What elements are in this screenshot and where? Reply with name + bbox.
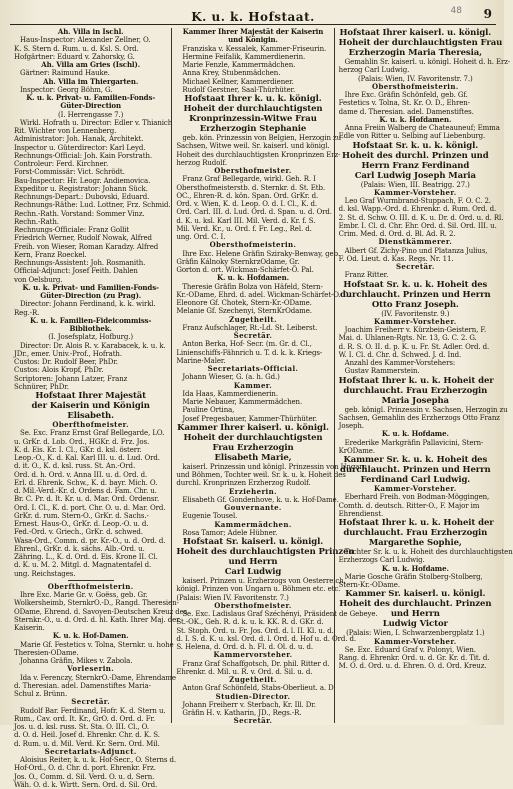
section-heading: K. u. k. Hofdamen. — [379, 114, 452, 124]
office-heading: Kammer. — [233, 380, 273, 390]
text-line: ODame, Ehrend. d. Savoyen-Deutschen Kreuz des — [14, 607, 188, 616]
entry-line: Gustav Rammerstein. — [344, 367, 420, 376]
text-line: Bau-Inspector: Hr. Leogr. Andiemovica. — [14, 176, 151, 185]
text-line: JDr., emer. Univ.-Prof., Hofrath. — [14, 349, 122, 358]
text-line: von Oelsburg. — [14, 275, 63, 284]
entry-line: Joachim Freiherr v. Kürzbein-Geistern, F. — [344, 326, 487, 334]
household-heading: Ludwig Victor — [382, 619, 448, 630]
entry-line: Marie Nebauer, Kammermädchen. — [182, 398, 303, 406]
office-heading: Secretariats-Official. — [207, 364, 299, 373]
section-heading: Ah. Villa in Ischl. — [57, 27, 124, 36]
entry-line: Josef Pregesbauer, Kammer-Thürhüter. — [182, 414, 318, 423]
text-line: Kern, Franz Roeckel. — [14, 250, 87, 259]
text-line: Kr.-ODame, Ehrd. d. adel. Wickman-Schärfet-O. D. — [176, 290, 351, 299]
household-heading: Ferdinand Carl Ludwig. — [360, 475, 471, 485]
text-line: F. Od. Lieut. d. Kas. Regs. Nr. 11. — [338, 254, 454, 263]
section-heading: Kammer Ihrer Majestät der Kaiserin — [182, 27, 324, 36]
text-line: ung. Ord. C. I. — [176, 233, 226, 241]
text-line: Marine-Maler. — [176, 356, 226, 365]
address-line: (IV. Favoritenstr. 9.) — [381, 309, 450, 318]
text-line: Forst-Commissär: Vict. Schrödt. — [14, 168, 125, 177]
household-heading: Erzherzogin Maria Theresia, — [348, 48, 482, 58]
address-line: (I. Herrengasse 7.) — [58, 110, 124, 119]
entry-line: Franz Ritter. — [344, 271, 389, 280]
office-heading: Oberfthofmeisterin. — [47, 581, 134, 591]
entry-line: Ihre Exc. Helene Gräfin Sziraky-Benway, geb. — [182, 249, 341, 258]
column-left — [10, 27, 188, 789]
text-line: Ernest. Haus-O., GrKr. d. Leop.-O. u. d. — [14, 520, 149, 528]
household-heading: Kammer Sr. kaiserl. u. königl. — [345, 589, 486, 600]
office-heading: Kammervorsteher. — [213, 650, 293, 660]
pencil-annotation: 48 — [450, 6, 462, 16]
text-line: Wolkersheimb, SternkrO.-D., Rangd. Theresien- — [14, 599, 179, 608]
office-heading: Obersthofmeisterin. — [371, 81, 459, 91]
office-heading: Gouvernante. — [224, 503, 282, 512]
text-line: herzog Rudolf. — [176, 158, 227, 167]
text-line: Custos: Dr. Rudolf Beer, PhDr. — [14, 358, 118, 366]
office-heading: Obersthofmeister. — [214, 166, 292, 175]
entry-line: Wirkl. Hofrath u. Director: Edler v. Thianich — [20, 118, 173, 127]
text-line: OC., Ehren-R. d. kön. Span. Ord. GrKr. d. — [176, 191, 319, 200]
entry-line: Franz Graf Schaffgotsch, Dr. phil. Ritter d. — [182, 659, 330, 668]
entry-line: Gräfin H. v. Katharin, JD., Regs.-R. — [182, 709, 302, 717]
text-line: Gräfin Kálnoky SternkrzOdame, Gr. — [176, 257, 300, 266]
section-heading: Bibliothek. — [69, 324, 112, 333]
text-line: Ord. d. h. Ord. v. Anna III. u. d. Ord. d. — [14, 470, 148, 479]
office-heading: Erzieherin. — [229, 486, 277, 496]
household-heading: Hofstaat Ihrer k. u. k. Hoheit der — [338, 375, 494, 386]
office-heading: Obersthofmeister. — [214, 600, 292, 610]
entry-line: Rosa Tamor; Adele Hübner. — [182, 528, 278, 537]
text-line: d. ksl. Wapp.-Ord. d. Ehrenkr. d. Rum. Ord. d. — [338, 205, 497, 214]
entry-line: kaiserl. Prinzen u. Erzherzogs von Oesterreich, — [182, 577, 346, 585]
entry-line: Anzahl des Kammer-Vorstehers: — [344, 359, 456, 367]
entry-line: Franz Aufschlager, Rt.-Ld. St. Leiberst. — [182, 323, 318, 332]
entry-line: Rudolf Gerstner, Saal-Thürhüter. — [182, 85, 296, 94]
section-heading: Güter-Direction (zu Prag). — [40, 291, 142, 300]
household-heading: durchlaucht. Prinzen und Herrn — [340, 465, 491, 475]
household-heading: Carl Ludwig — [224, 567, 282, 577]
office-heading: Oberfthofmeister. — [52, 420, 129, 429]
household-heading: Elisabeth Marie, — [214, 452, 292, 463]
text-line: Ehrenl., GrKr. d. k. sächs. Alb.-Ord. u. — [14, 544, 145, 553]
entry-line: Gärtner: Raimund Hauke. — [20, 69, 110, 78]
text-line: und Böhmen, Tochter weil. Sr. k. u. k. Hoheit des — [176, 471, 346, 479]
entry-line: kaiserl. Prinzessin und königl. Prinzessin von Ungarn — [182, 462, 367, 471]
text-line: u. GrKr. d. Lob. Ord., HGKr. d. Frz. Jos. — [14, 437, 150, 446]
text-line: Sachsen, Witwe weil. Sr. kaiserl. und königl. — [176, 142, 330, 151]
household-heading: Carl Ludwig Joseph Maria — [354, 170, 476, 181]
text-line: K. d. Eis. Kr. I. Cl., GKr. d. ksl. österr. — [14, 445, 142, 454]
text-line: Scriptoren: Johann Latzer, Franz — [14, 374, 128, 383]
text-line: Melanie Gf. Szechenyi, SternKrOdame. — [176, 307, 312, 316]
entry-line: Elisabeth Gf. Gondenhove, k. u. k. Hof-Dame. — [182, 495, 339, 504]
text-line: Linienschiffs-Fähnrich u. T. d. k. k. Kriegs- — [176, 348, 323, 357]
household-heading: Otto Franz Joseph. — [371, 299, 459, 310]
entry-line: Se. Exc. Eduard Graf v. Polonyi, Wien. — [344, 645, 476, 654]
entry-line: geb. königl. Prinzessin v. Sachsen, Herzogin zu — [344, 405, 508, 414]
text-line: Rechnungs-Depart.: Dubovski, Eduard. — [14, 193, 150, 201]
section-heading: Ah. Villa im Thiergarten. — [43, 76, 139, 86]
page-header — [10, 6, 496, 25]
household-heading: Hofstaat Sr. k. u. k. Hoheit des — [343, 279, 488, 290]
entry-line: Haus-Inspector: Alexander Zellner, O. — [20, 36, 151, 45]
entry-line: Johann Freiherr v. Sterbach, Kr. Ill. Dr. — [182, 700, 316, 709]
text-line: Reg.-R. — [14, 308, 40, 317]
text-line: d. it. O., K. d. ksl. russ. St. An.-Ord. — [14, 462, 136, 471]
text-line: Rit. Wichter von Lennenberg. — [14, 127, 117, 135]
text-line: Zähring. L., K. d. Ord. d. Eis. Krone II. Cl. — [14, 553, 158, 561]
text-line: Jos. u. d. ksl. russ. St. Sta. O. III. Cl., O. — [14, 723, 150, 731]
text-line: Joseph. — [338, 422, 364, 430]
entry-line: Johanna Gräfin, Mikes v. Zabola. — [20, 657, 133, 665]
text-line: Ord. v. Wien, K. d. Leop. O. d. I. Cl., K. d. — [176, 200, 317, 208]
text-line: Mil. Verd. Kr., u. Ord. f. Fr. Leg., Rel. d. — [176, 224, 312, 233]
text-line: Crim. Med. d. Ord. d. Bl. Ad. R. 2. — [338, 230, 456, 238]
text-line: Friedrich Werner, Rudolf Nowak, Alfred — [14, 234, 152, 243]
text-line: Obersthofmeisterstb. d. Sternkr. d. St. Etb. — [176, 183, 326, 192]
text-line: Br. C. Pr. d. It. Kr. u. d. Mar. Ord. Ordensr. — [14, 495, 159, 504]
entry-line: Ida v. Ferenczy, SternkrO.-Dame, Ehrendame — [20, 673, 176, 682]
text-line: Festetics v. Tolna, St. Kr. O. D., Ehren- — [338, 99, 470, 108]
entry-line: Ihre Exc. Gräfin Schönfeld, geb. Gf. — [344, 91, 468, 99]
text-line: Schnürer, PhDr. — [14, 382, 69, 391]
text-line: ung. Reichstages. — [14, 569, 76, 578]
text-line: Freih. von Wieser, Roman Karadzy. Alfred — [14, 242, 159, 251]
text-line: Rechn.-Rath. — [14, 217, 59, 226]
household-heading: Hoheit der durchlauchtigsten — [183, 432, 323, 443]
section-heading: K. u. k. Privat- u. Familien-Fonds- — [26, 93, 156, 102]
text-line: M. O. d. Ord. u. d. Ehren. O. d. Ord. Kreuz. — [338, 662, 487, 671]
text-line: Wäh. O. d. k. Wirtt. Sern. Ord. d. Sil. Ord. — [14, 780, 158, 789]
entry-line: Anna Freiin Walberg de Chateauneuf; Emma — [344, 124, 500, 132]
household-heading: und Herrn — [228, 557, 278, 567]
section-heading: und Königin. — [228, 35, 278, 45]
entry-line: Aloisius Reiter, k. u. k. Hof-Secr., O. Sterns d. — [20, 756, 177, 764]
text-line: d. K. u. ksl. Karl III. Mil. Verd. d. Kr. f. S. — [176, 216, 316, 225]
household-heading: und Herrn — [390, 609, 440, 620]
entry-line: Inspector: Georg Böhm, G. — [20, 85, 113, 94]
text-line: d. O. d. Heil. Josef d. Ehrenkr. Chr. d. K. S. — [14, 731, 160, 740]
office-heading: Zugetheilt. — [229, 675, 277, 684]
text-line: Hoheit des durchlauchtigsten Kronprinzen Erz- — [176, 150, 341, 159]
text-line: Embr. I. Cl. d. Chr. Ehr. Ord. d. Sil. Ord. III. u. — [338, 221, 497, 230]
entry-line: Director: Johann Ferdinand, k. k. wirkl. — [20, 300, 156, 309]
entry-line: Gemahlin Sr. kaiserl. u. königl. Hoheit d. h. Erz- — [344, 58, 511, 66]
text-line: Rechn.-Rath. Vorstand: Sommer Vinz. — [14, 209, 145, 218]
text-line: Comth. d. deutsch. Ritter-O., F. Major im — [338, 501, 480, 510]
household-heading: Hoheit der durchlauchtigsten — [183, 104, 323, 114]
household-heading: durchlaucht. Prinzen und Herrn — [340, 289, 491, 300]
household-heading: Hofstaat Sr. kaiserl. u. königl. — [182, 537, 324, 547]
office-heading: Kammer-Vorsteher. — [374, 187, 457, 197]
text-line: Sachsen, Gemahlin des Erzherzogs Otto Franz — [338, 413, 500, 422]
entry-line: Ihre Exc. Marie Gr. v. Goëss, geb. Gr. — [20, 591, 148, 599]
entry-line: Leo Graf Wurmbrand-Stuppach, F. O. C. 2. — [344, 197, 491, 205]
text-line: Mai. d. Uhlanen-Rgts. Nr. 13, G. C. 2. G. — [338, 334, 477, 343]
divider — [14, 578, 167, 583]
office-heading: Secretär. — [71, 697, 111, 707]
text-line: königl. Prinzen von Ungarn u. Böhmen etc. etc. — [176, 585, 341, 594]
text-line: Erl. d. Ehrenk. Schw., K. d. bayr. Mich. O. — [14, 478, 158, 487]
entry-line: Tochter Sr. k. u. k. Hoheit des durchlauchtigsten — [344, 548, 513, 556]
text-line: Sternkr.-O., u. d. Ord. d. hl. Kath. Ihrer Maj. der — [14, 615, 180, 624]
text-line: d. Mil.-Verd.-Kr. d. Ordens d. Fam. Chr. u. — [14, 487, 157, 495]
entry-line: Pauline Ortina, — [182, 406, 235, 415]
text-line: Hofgärtner: Eduard v. Zahorsky, G. — [14, 52, 135, 61]
text-line: Rechnungs-Officiale: Franz Gollit — [14, 226, 130, 234]
text-line: 2. St. d. Schw. O. III. d. K. u. Dr. d. Ord. u. d. Rl. — [338, 213, 504, 222]
household-heading: Maria Josepha — [381, 395, 449, 406]
office-heading: Secretär. — [233, 716, 273, 726]
household-heading: Hoheit des durchl. Prinzen und — [342, 150, 489, 161]
text-line: Rang. d. Ehrenkr. Ord. u. d. Gr. Kr. d. Tit. d. — [338, 654, 490, 662]
text-line: Stern-Kr.-ODame. — [338, 581, 400, 589]
entry-line: Albert Gf. Zichy-Pino und Platanza Julius, — [344, 246, 488, 255]
entry-line: Marie Gf. Festetics v. Tolna, Sternkr. u. hohe — [20, 640, 174, 649]
entry-line: Director: Dr. Alois R. v. Karabacek, k. u. k. — [20, 341, 166, 350]
entry-line: Se. Exc. Ladislaus Graf Széchényi, Präsident de Gebeye. — [182, 610, 378, 618]
section-heading: K. u. k. Familien-Fideicommiss- — [30, 315, 152, 325]
section-heading: K. u. k. Hof-Damen. — [52, 631, 129, 641]
entry-line: Franz Graf Bellegarde, wirkl. Geh. R. I — [182, 175, 316, 184]
household-heading: Hoheit des durchlauchtigsten Prinzen — [176, 547, 355, 557]
text-line: (Palais: Wien IV. Favoritenstr. 7.) — [176, 593, 289, 602]
text-line: Leop.-O., K. d. Kal. Karl III. u. d. Lud. Ord. — [14, 454, 160, 462]
text-line: Hof-Ord., O. d. Chr. d. port. Ehrenkr. Frz. — [14, 764, 156, 773]
text-line: K. S. Stern d. Rum. u. d. Ksl. S. Ord. — [14, 44, 139, 53]
household-heading: Hofstaat Ihrer Majestät — [35, 391, 147, 401]
household-heading: Elisabeth. — [67, 411, 114, 421]
address-line: (Palais: Wien, IV. Favoritenstr. 7.) — [358, 74, 473, 83]
office-heading: Dienstkämmerer. — [378, 237, 453, 247]
household-heading: Frau Erzherzogin — [212, 442, 294, 453]
section-heading: K. u. k. Privat- und Familien-Fonds- — [22, 282, 159, 292]
entry-line: Anna Krey, Stubenmädchen. — [182, 69, 281, 78]
household-heading: Kammer Ihrer kaiserl. u. königl. — [177, 422, 329, 433]
household-heading: Herrn Franz Ferdinand — [361, 160, 470, 171]
text-line: Fed.-Ord. v. Griech., GrKr. d. schwed. — [14, 528, 143, 537]
text-line: Edle von Ritter u. Selbing auf Liebenburg. — [338, 132, 486, 141]
address-line: (Palais: Wien, I. Schwarzenbergplatz 1.) — [346, 629, 485, 638]
text-line: Rum., Cav. ord. It. Kr., GrO. d. Ord. d. Fr. — [14, 714, 156, 723]
text-line: Rechnungs-Official: Joh. Kain Forstrath. — [14, 151, 152, 160]
household-heading: Hofstaat Ihrer k. u. k. königl. — [184, 94, 322, 104]
text-line: St.-OK., Geh. R. d. k. u. k. KK. R. d. GKr. d. — [176, 618, 324, 627]
entry-line: Anton Berka, Hof- Secr. (m. Gr. d. Cl., — [182, 340, 312, 349]
entry-line: Johann Wieser, G. (a. h. Gd.) — [182, 373, 280, 382]
text-line: dame d. Theresian. adel. Damenstiftes. — [338, 107, 474, 116]
text-line: Rechnungs-Assistent: Joh. Rosmanith. — [14, 259, 146, 267]
household-heading: Hofstaat Ihrer kaiserl. u. königl. — [339, 28, 492, 38]
household-heading: Margarethe Sophie, — [368, 538, 462, 548]
text-line: Ord. I. Cl., K. d. port. Chr. O. u. d. Mar. Ord. — [14, 503, 166, 512]
entry-line: geb. kön. Prinzessin von Belgien, Herzogin zu — [182, 134, 341, 142]
entry-line: Rudolf Bar. Ferdinand, Hofr. K. d. Stern u. — [20, 706, 166, 715]
entry-line: Anton Graf Schönfeld, Stabs-Oberlieut. a. D. — [182, 684, 336, 693]
text-line: durchl. Kronprinzen Erzherzog Rudolf. — [176, 479, 311, 488]
text-line: S. Helena, d. Ord. d. h. Fl. d. Ol. d. u. d. — [176, 643, 314, 651]
entry-line: Franziska v. Kessalek, Kammer-Friseurin. — [182, 44, 327, 53]
text-line: d. R. S. O. II. d. p. K. u. Fr. St. Adler. Ord. d. — [338, 342, 490, 351]
household-heading: Hofstaat Ihrer k. u. k. Hoheit der — [338, 518, 494, 528]
office-heading: Kammermädchen. — [214, 519, 292, 529]
entry-line: Theresie Gräfin Bolza von Häfeld, Stern- — [182, 282, 323, 291]
entry-line: Michael Kellner, Kammerdiener. — [182, 77, 294, 86]
address-line: (I. Josefsplatz, Hofburg.) — [48, 333, 134, 342]
entry-line: Marie Gosche Gräfin Stolberg-Stolberg, — [344, 572, 483, 581]
household-heading: Kammer Sr. k. u. k. Hoheit des — [343, 455, 488, 465]
household-heading: Hofstaat Sr. k. u. k. königl. — [352, 140, 479, 151]
section-heading: K. u. k. Hofdame. — [381, 429, 449, 439]
office-heading: Vorleserin. — [67, 664, 115, 674]
text-line: Wasa-Ord., Comm. d. pr. Kr.-O., u. d. Ord. d. — [14, 536, 166, 545]
text-line: d. K. u. M. 2. Mitgl. d. Magnatentafel d. — [14, 561, 152, 570]
section-heading: Ah. Villa am Gries (Ischl). — [41, 60, 141, 69]
office-heading: Secretariats-Adjunct. — [44, 746, 137, 756]
text-line: KrODame. — [338, 446, 375, 455]
text-line: Official-Adjunct: Josef Feith. Dahlen — [14, 267, 138, 276]
office-heading: Studien-Director. — [215, 691, 291, 701]
text-line: Inspector u. Güterdirector: Karl Leyd. — [14, 143, 146, 152]
office-heading: Zugetheilt. — [229, 314, 277, 324]
household-heading: durchlaucht. Frau Erzherzogin — [343, 385, 488, 396]
text-line: Kaiserin. — [14, 624, 45, 632]
address-line: (Palais: Wien, III. Beatrigg. 27.) — [360, 180, 470, 189]
text-line: Rechnungs-Räthe: Lud. Lottner, Frz. Schmid. — [14, 201, 171, 210]
household-heading: Kronprinzessin-Witwe Frau — [189, 114, 317, 124]
household-heading: Hoheit der durchlauchtigsten Frau — [338, 38, 503, 48]
office-heading: Kammer-Vorsteher. — [374, 316, 457, 326]
page-title: K. u. k. Hofstaat. — [191, 10, 315, 24]
office-heading: Kammer-Vorsteher. — [374, 636, 457, 646]
text-line: d. I. S. d. K. u. ksl. Ord. d. l. Ord. d. Hof u. d. Ord. d. — [176, 634, 356, 643]
text-line: Expeditor u. Registrator: Johann Sück. — [14, 184, 148, 193]
household-heading: Hoheit des durchlaucht. Prinzen — [339, 599, 492, 610]
text-line: d. Rum. u. d. Mil. Verd. Kr. Sern. Ord. Mil. — [14, 739, 160, 748]
columns — [10, 27, 513, 789]
text-line: herzog Carl Ludwig. — [338, 66, 410, 75]
page-number: 9 — [483, 7, 492, 21]
section-heading: Güter-Direction — [60, 101, 121, 111]
text-line: Theresien-ODame. — [14, 648, 79, 657]
office-heading: Kammer-Vorsteher. — [374, 484, 457, 493]
entry-line: Erederike Markgräfin Pallavicini, Stern- — [344, 438, 484, 447]
text-line: W. I. Cl. d. Chr. d. Schwed. J. d. Ind. — [338, 350, 462, 359]
text-line: Eleonore Gf. Chotek, Stern-Kr.-ODame. — [176, 299, 312, 307]
household-heading: Erzherzogin Stephanie — [199, 124, 307, 134]
entry-line: Eberhard Freih. von Bodman-Möggingen, — [344, 493, 490, 502]
text-line: Jos. O., Comm. d. Sil. Verd. O. u. d. Sern. — [14, 772, 155, 781]
text-line: Controleur: Ferd. Kirchner. — [14, 160, 109, 168]
household-heading: durchlaucht. Frau Erzherzogin — [343, 528, 488, 538]
text-line: Ehrenkr. d. Mil. u. R. v. Ord. d. Sil. u. d. — [176, 667, 313, 676]
entry-line: Ida Haas, Kammerdienerin. — [182, 389, 278, 398]
text-line: Ehrendienst. — [338, 509, 384, 518]
entry-line: Eugenie Tousel. — [182, 512, 238, 521]
text-line: d. Theresian. adel. Damenstiftes Maria- — [14, 681, 151, 690]
entry-line: Marie Fenzle, Kammermädchen. — [182, 61, 296, 69]
text-line: Schul z. Brünn. — [14, 690, 68, 698]
entry-line: Hermine Feifalik, Kammerdienerin. — [182, 52, 306, 61]
text-line: Custos: Alois Kropf, PhDr. — [14, 366, 104, 375]
entry-line: Se. Exc. Franz Ernst Graf Bellegarde, LO. — [20, 429, 165, 438]
section-heading: K. u. k. Hofdame. — [381, 563, 449, 573]
office-heading: Obersthofmeisterin. — [209, 240, 297, 250]
office-heading: Secretär. — [233, 331, 273, 340]
text-line: Gorton d. ort. Wickman-Schärfet-Ö. Pal. — [176, 266, 314, 274]
text-line: Administrator: Joh. Hanak, Architekt. — [14, 135, 144, 144]
text-line: Ord. Carl. III. d. Lud. Ord. d. Span. u. d. Ord. — [176, 208, 332, 217]
text-line: GrKr. d. rum. Stern-O., GrKr. d. Sachs.- — [14, 511, 149, 520]
column-right — [334, 28, 513, 723]
office-heading: Secretär. — [395, 262, 435, 271]
text-line: Erzherzogs Carl Ludwig. — [338, 556, 425, 565]
section-heading: K. u. k. Hofdamen. — [217, 273, 289, 283]
household-heading: der Kaiserin und Königin — [31, 401, 150, 411]
text-line: St. Stoph. Ord. u. Fr. Jos. Ord. d. l. II. Kl. u. d. — [176, 626, 334, 635]
